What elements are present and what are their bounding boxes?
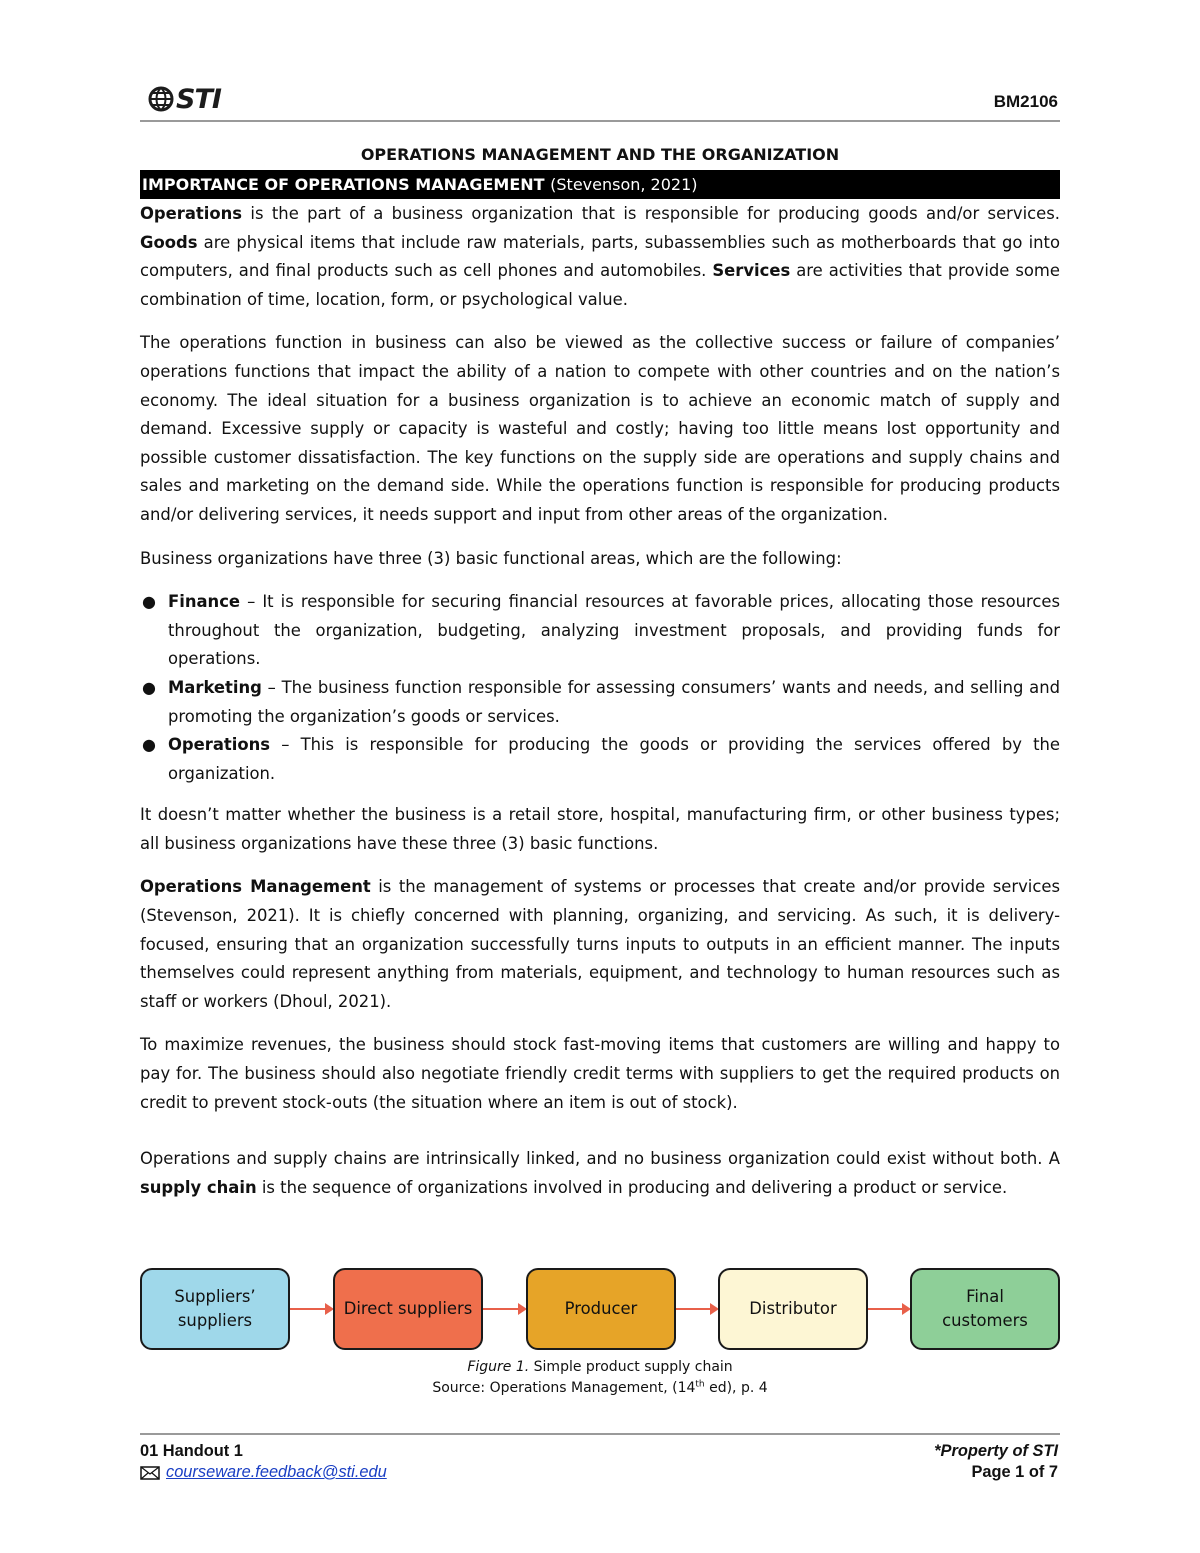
caption-text: Simple product supply chain	[529, 1359, 733, 1375]
list-item-term: Marketing	[168, 677, 262, 697]
node-suppliers-suppliers	[140, 1268, 290, 1350]
term-operations: Operations	[140, 204, 243, 223]
email-line	[140, 1462, 387, 1483]
caption-line	[140, 1357, 1060, 1378]
functional-areas-list	[140, 588, 1060, 788]
node-label: Direct suppliers	[343, 1299, 473, 1318]
source-text: Source: Operations Management, (14	[432, 1380, 696, 1396]
node-label: Final customers	[942, 1287, 1028, 1330]
list-item-desc: – The business function responsible for assessing consumers’ wants and needs, and selling and promoting the organization’s goods or services.	[168, 677, 1060, 726]
page-header	[140, 82, 1060, 122]
term-supply-chain: supply chain	[140, 1177, 257, 1197]
envelope-icon	[140, 1466, 160, 1480]
list-item-desc: – This is responsible for producing the goods or providing the services offered by the organization.	[168, 735, 1060, 783]
list-item-term: Operations	[168, 735, 271, 755]
document-code: BM2106	[993, 92, 1058, 111]
node-label: Producer	[564, 1299, 638, 1318]
figure-caption	[140, 1357, 1060, 1399]
list-item-desc: – It is responsible for securing financial resources at favorable prices, allocating those resources throughout the organization, budgeting, analyzing investment proposals, and providing funds for operations.	[168, 592, 1060, 669]
supply-chain-diagram	[140, 1268, 1060, 1354]
sti-logo	[148, 82, 221, 116]
bullet-icon: ●	[142, 592, 156, 612]
text-run: are physical items that include raw materials, parts, subassemblies such as motherboards that go into computers, and final products such as cell phones and automobiles.	[140, 232, 1060, 281]
handout-label: 01 Handout 1	[140, 1442, 243, 1460]
caption-figure-label: Figure 1.	[467, 1359, 530, 1375]
section-citation: (Stevenson, 2021)	[550, 175, 698, 194]
term-goods: Goods	[140, 232, 198, 252]
list-item-finance	[140, 588, 1060, 674]
text-run: is the sequence of organizations involved in producing and delivering a product or service.	[256, 1177, 1008, 1197]
paragraph-supply-chain	[140, 1145, 1060, 1202]
globe-icon	[148, 86, 174, 112]
footer-divider	[140, 1433, 1060, 1435]
list-item-operations	[140, 731, 1060, 788]
section-heading-text: IMPORTANCE OF OPERATIONS MANAGEMENT	[142, 175, 545, 194]
footer-left	[140, 1441, 387, 1483]
paragraph-functional-areas-intro: Business organizations have three (3) basic functional areas, which are the following:	[140, 548, 842, 568]
list-item-term: Finance	[168, 592, 241, 612]
text-run: are activities that provide some combination of time, location, form, or psychological value.	[140, 261, 1060, 309]
source-text: ed), p. 4	[704, 1380, 768, 1396]
bullet-icon: ●	[142, 735, 156, 755]
term-operations-management: Operations Management	[140, 877, 371, 897]
list-item-marketing	[140, 674, 1060, 731]
arrow-2	[483, 1308, 525, 1310]
node-label: Distributor	[749, 1299, 837, 1318]
paragraph-operations-function: The operations function in business can also be viewed as the collective success or failure of companies’ operations functions that impact the ability of a nation to compete with other countries and on the nation’s economy. The ideal situation for a business organization is to achieve an economic match of supply and demand. Excessive supply or capacity is wasteful and costly; having too little means lost opportunity and possible customer dissatisfaction. The key functions on the supply side are operations and supply chains and sales and marketing on the demand side. While the operations function is responsible for producing products and/or delivering services, it needs support and input from other areas of the organization.	[140, 333, 1060, 524]
text-run: Operations and supply chains are intrinsically linked, and no business organization could exist without both. A	[140, 1149, 1060, 1169]
paragraph-three-functions: It doesn’t matter whether the business is a retail store, hospital, manufacturing firm, or other business types; all business organizations have these three (3) basic functions.	[140, 805, 1060, 853]
source-sup: th	[695, 1379, 705, 1390]
arrow-3	[676, 1308, 717, 1310]
node-final-customers	[910, 1268, 1060, 1350]
footer-right	[934, 1441, 1058, 1483]
node-direct-suppliers	[333, 1268, 483, 1350]
paragraph-maximize-revenues: To maximize revenues, the business should stock fast-moving items that customers are willing and happy to pay for. The business should also negotiate friendly credit terms with suppliers to get the required products on credit to prevent stock-outs (the situation where an item is out of stock).	[140, 1035, 1060, 1112]
page-number: Page 1 of 7	[971, 1463, 1058, 1481]
property-label: *Property of STI	[934, 1442, 1058, 1460]
node-producer	[526, 1268, 676, 1350]
node-distributor	[718, 1268, 868, 1350]
header-divider	[140, 120, 1060, 122]
paragraph-operations-definition	[140, 200, 1060, 314]
text-run: is the management of systems or processes that create and/or provide services (Stevenson, 2021). It is chiefly concerned with planning, organizing, and servicing. As such, it is delivery-focused, ensuring that an organization successfully turns inputs to outputs in an efficient manner. The inputs themselves could represent anything from materials, equipment, and technology to human resources such as staff or workers (Dhoul, 2021).	[140, 877, 1060, 1011]
term-services: Services	[712, 261, 791, 281]
logo-text: STI	[176, 83, 221, 115]
caption-source	[140, 1378, 1060, 1399]
bullet-icon: ●	[142, 677, 156, 697]
feedback-email-link[interactable]: courseware.feedback@sti.edu	[166, 1463, 387, 1481]
arrow-1	[290, 1308, 332, 1310]
document-body	[140, 142, 1060, 1217]
section-heading	[140, 170, 1060, 199]
page-title: OPERATIONS MANAGEMENT AND THE ORGANIZATION	[360, 145, 840, 164]
text-run: is the part of a business organization that is responsible for producing goods and/or services.	[242, 204, 1060, 223]
node-label: Suppliers’ suppliers	[174, 1287, 256, 1330]
arrow-4	[868, 1308, 909, 1310]
paragraph-operations-management	[140, 873, 1060, 1016]
